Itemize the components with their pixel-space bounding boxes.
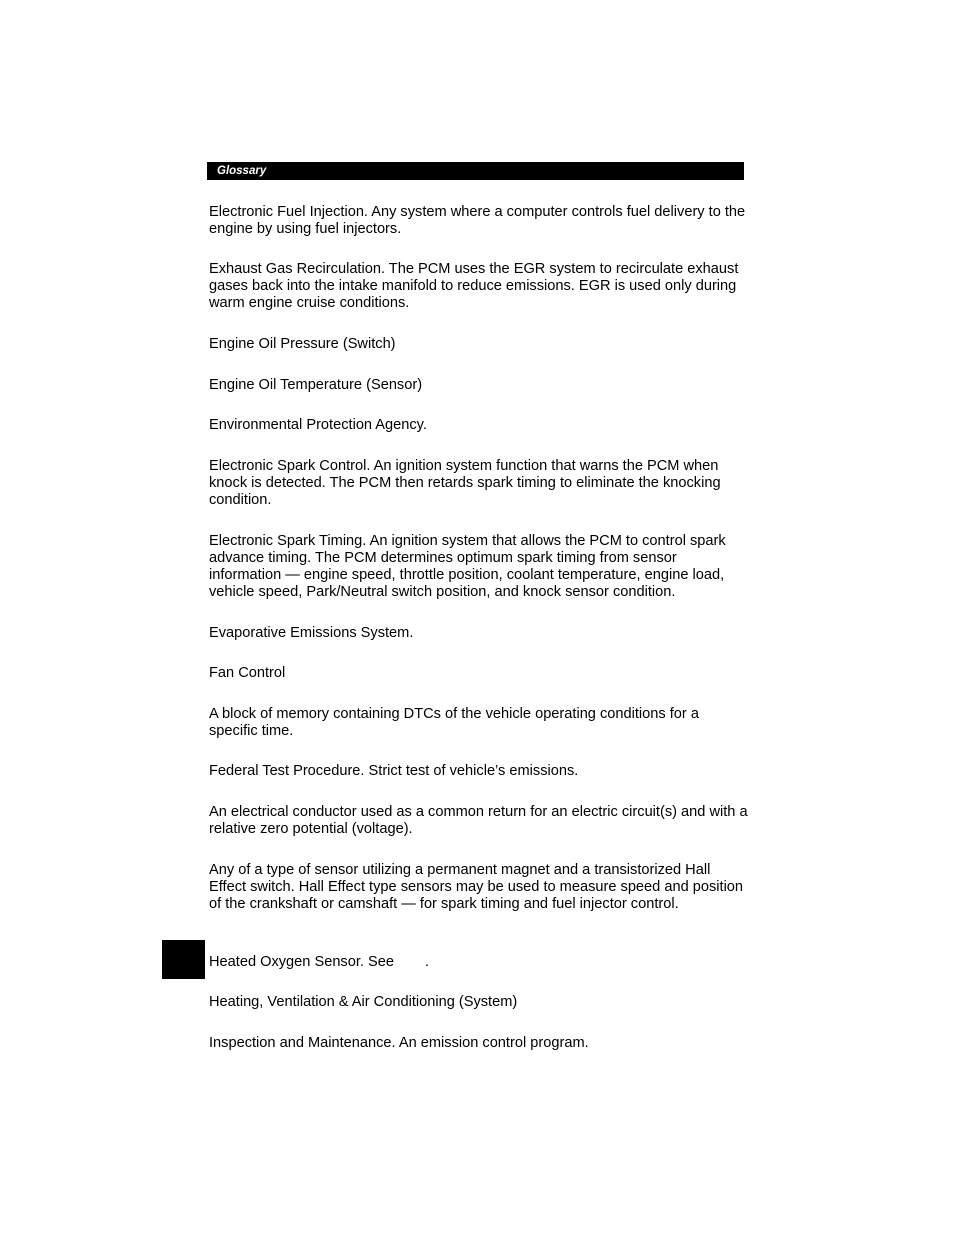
glossary-entry-fc: Fan Control — [209, 665, 286, 681]
glossary-entry-ftp: Federal Test Procedure. Strict test of vehicle’s emissions. — [209, 763, 579, 779]
glossary-entry-hvac: Heating, Ventilation & Air Conditioning (System) — [209, 994, 518, 1010]
glossary-entry-ho2s — [209, 954, 749, 971]
page-tab-marker — [162, 940, 205, 979]
glossary-entry-eop: Engine Oil Pressure (Switch) — [209, 336, 396, 352]
glossary-entry-freeze-frame: A block of memory containing DTCs of the vehicle operating conditions for a specific time. — [209, 706, 699, 739]
glossary-entry-evap: Evaporative Emissions System. — [209, 625, 414, 641]
glossary-entry-hall-effect: Any of a type of sensor utilizing a permanent magnet and a transistorized Hall Effect switch. Hall Effect type sensors may be used to measure speed and position of the crankshaft or camshaft — for spark timing and fuel injector control. — [209, 862, 744, 912]
section-title: Glossary — [217, 165, 267, 177]
glossary-entry-ho2s-suffix: . — [424, 954, 430, 970]
glossary-entry-est: Electronic Spark Timing. An ignition system that allows the PCM to control spark advance timing. The PCM determines optimum spark timing from sensor information — engine speed, throttle position, coolant temperature, engine load, vehicle speed, Park/Neutral switch position, and knock sensor condition. — [209, 533, 726, 600]
glossary-entry-esc: Electronic Spark Control. An ignition system function that warns the PCM when knock is detected. The PCM then retards spark timing to eliminate the knocking condition. — [209, 458, 721, 508]
glossary-entry-epa: Environmental Protection Agency. — [209, 417, 427, 433]
glossary-entry-im: Inspection and Maintenance. An emission control program. — [209, 1035, 589, 1051]
section-header-bar — [207, 162, 744, 180]
glossary-entry-eot: Engine Oil Temperature (Sensor) — [209, 377, 423, 393]
glossary-entry-egr: Exhaust Gas Recirculation. The PCM uses the EGR system to recirculate exhaust gases back into the intake manifold to reduce emissions. EGR is used only during warm engine cruise conditions. — [209, 261, 739, 311]
glossary-entry-ho2s-text: Heated Oxygen Sensor. See — [209, 954, 394, 970]
glossary-entry-efi: Electronic Fuel Injection. Any system where a computer controls fuel delivery to the engine by using fuel injectors. — [209, 204, 746, 237]
glossary-entry-ground: An electrical conductor used as a common return for an electric circuit(s) and with a relative zero potential (voltage). — [209, 804, 748, 837]
